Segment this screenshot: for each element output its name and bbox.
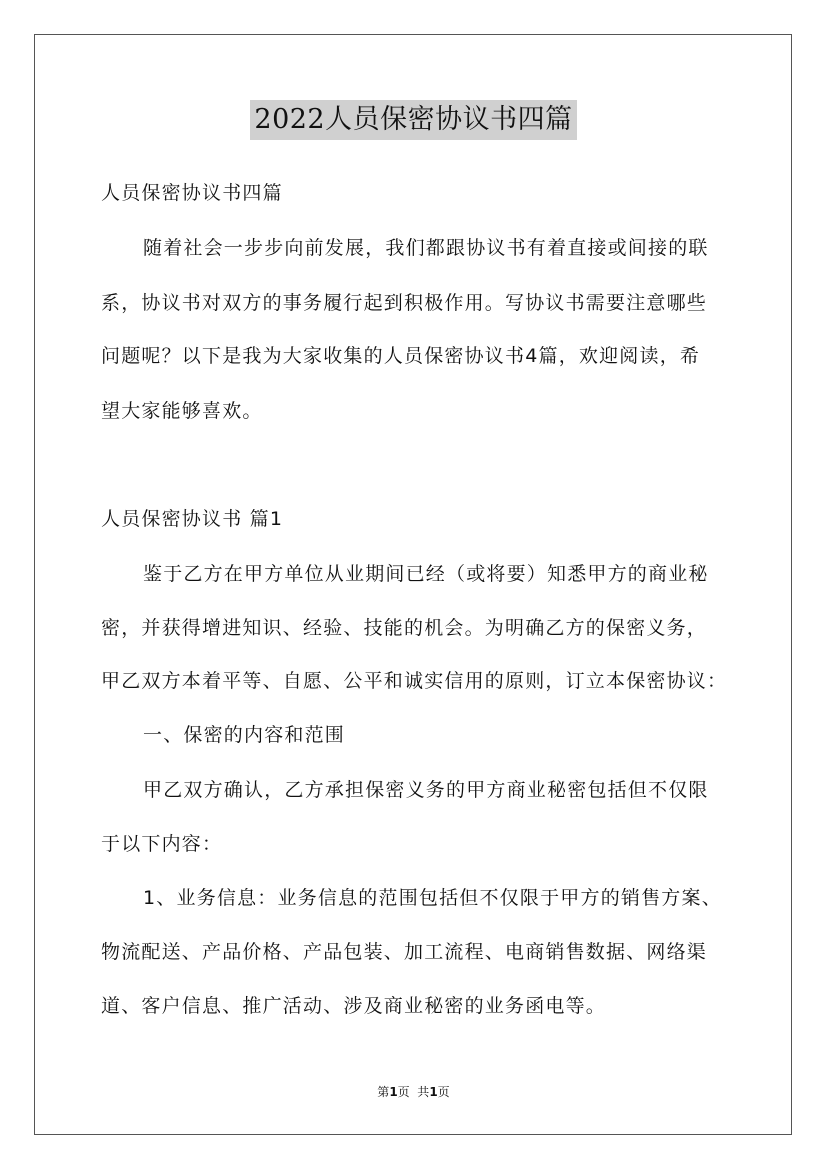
paragraph-line: 于以下内容： <box>101 833 223 855</box>
paragraph-line: 1、业务信息：业务信息的范围包括但不仅限于甲方的销售方案、 <box>143 887 722 909</box>
paragraph-line: 望大家能够喜欢。 <box>101 400 263 422</box>
section-heading: 人员保密协议书四篇 <box>101 182 283 204</box>
paragraph-line: 问题呢？以下是我为大家收集的人员保密协议书4篇，欢迎阅读，希 <box>101 345 701 367</box>
paragraph-line: 鉴于乙方在甲方单位从业期间已经（或将要）知悉甲方的商业秘 <box>143 563 709 585</box>
paragraph-line: 甲乙双方本着平等、自愿、公平和诚实信用的原则，订立本保密协议： <box>101 670 728 692</box>
title-container <box>0 100 827 140</box>
footer-total-pages: 1 <box>429 1085 438 1099</box>
paragraph-line: 甲乙双方确认，乙方承担保密义务的甲方商业秘密包括但不仅限 <box>143 779 709 801</box>
footer-mid: 页 共 <box>397 1085 430 1099</box>
document-title: 2022人员保密协议书四篇 <box>250 100 576 140</box>
paragraph-line: 密，并获得增进知识、经验、技能的机会。为明确乙方的保密义务， <box>101 617 708 639</box>
page-footer <box>0 1084 827 1100</box>
paragraph-line: 系，协议书对双方的事务履行起到积极作用。写协议书需要注意哪些 <box>101 292 708 314</box>
paragraph-line: 随着社会一步步向前发展，我们都跟协议书有着直接或间接的联 <box>143 237 709 259</box>
section-heading: 人员保密协议书 篇1 <box>101 508 284 530</box>
footer-suffix: 页 <box>437 1085 450 1099</box>
paragraph-line: 物流配送、产品价格、产品包装、加工流程、电商销售数据、网络渠 <box>101 941 708 963</box>
footer-page-number: 1 <box>389 1085 398 1099</box>
clause-heading: 一、保密的内容和范围 <box>143 724 346 746</box>
paragraph-line: 道、客户信息、推广活动、涉及商业秘密的业务函电等。 <box>101 995 607 1017</box>
footer-prefix: 第 <box>377 1085 390 1099</box>
